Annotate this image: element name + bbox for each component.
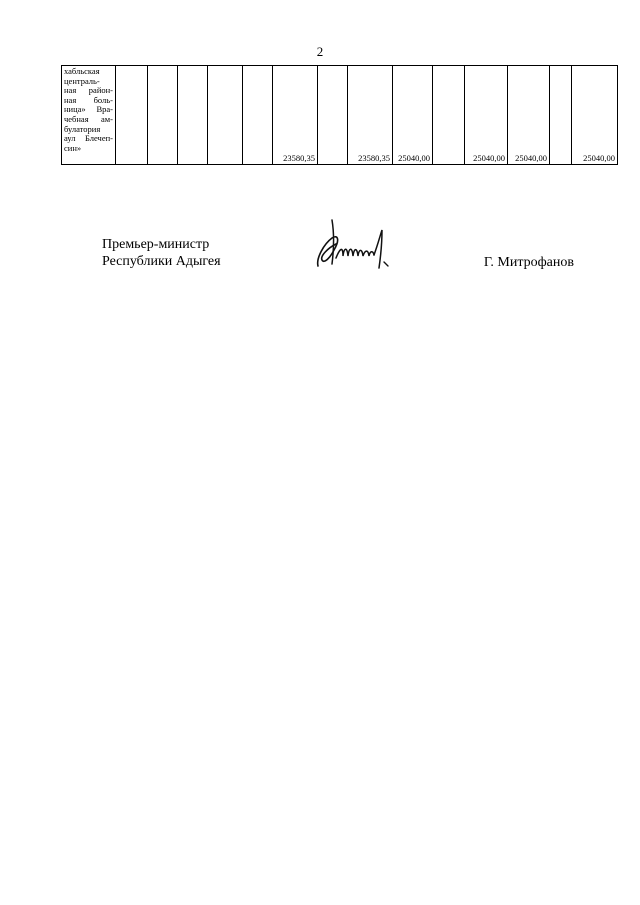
- name-line: булатория: [64, 123, 101, 134]
- table-cell: 25040,00: [508, 66, 550, 165]
- signatory-title-line: Премьер-министр: [102, 237, 210, 252]
- table-cell: [148, 66, 178, 165]
- table-cell: [208, 66, 243, 165]
- institution-name-cell: [62, 66, 116, 165]
- table-cell: [433, 66, 465, 165]
- table-cell: [116, 66, 148, 165]
- page-number: 2: [316, 44, 324, 59]
- budget-table: [61, 65, 618, 165]
- table-cell: 25040,00: [465, 66, 508, 165]
- table-cell: [243, 66, 273, 165]
- table-cell: 25040,00: [572, 66, 618, 165]
- signatory-title-line: Республики Адыгея: [102, 254, 221, 269]
- table-cell: [178, 66, 208, 165]
- name-line: ная район-: [64, 85, 113, 96]
- table-cell: [550, 66, 572, 165]
- signatory-name: Г. Митрофанов: [483, 255, 574, 270]
- name-line: хабльская: [64, 66, 100, 76]
- name-line: ная боль-: [64, 94, 113, 105]
- name-line: ница» Вра-: [64, 104, 113, 115]
- table-row: [62, 66, 618, 165]
- table-cell: 23580,35: [273, 66, 318, 165]
- table-cell: 25040,00: [393, 66, 433, 165]
- signatory-title: [102, 236, 221, 270]
- name-line: чебная ам-: [64, 113, 113, 124]
- name-line: син»: [64, 142, 82, 153]
- table-cell: 23580,35: [348, 66, 393, 165]
- handwritten-signature: [310, 214, 398, 276]
- name-line: аул Блечеп-: [64, 133, 113, 144]
- name-line: централь-: [64, 75, 100, 86]
- table-cell: [318, 66, 348, 165]
